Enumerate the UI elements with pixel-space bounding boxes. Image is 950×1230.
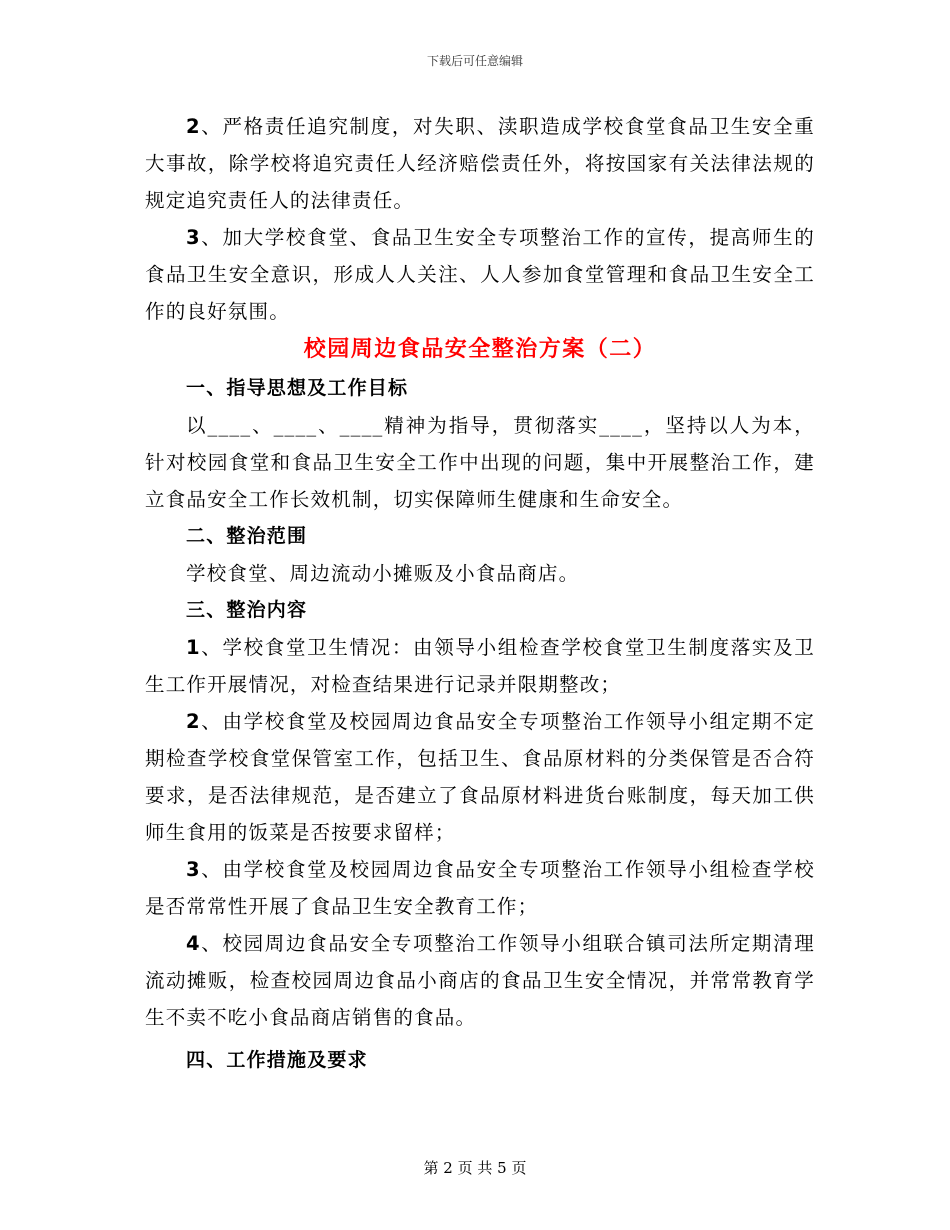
section-2-body: 学校食堂、周边流动小摊贩及小食品商店。 <box>186 562 580 585</box>
page-header-note: 下载后可任意编辑 <box>426 54 523 68</box>
item-number: 2 <box>186 710 201 733</box>
section-heading-3: 三、整治内容 <box>186 599 308 621</box>
item-number: 1 <box>186 636 201 659</box>
section-heading-2: 二、整治范围 <box>186 525 308 547</box>
item-text: 、校园周边食品安全专项整治工作领导小组联合镇司法所定期清理流动摊贩，检查校园周边食品小商店的食品卫生安全情况，并常常教育学生不卖不吃小食品商店销售的食品。 <box>145 932 815 1029</box>
section-heading-1: 一、指导思想及工作目标 <box>186 377 409 399</box>
item-text: 、由学校食堂及校园周边食品安全专项整治工作领导小组定期不定期检查学校食堂保管室工作，包括卫生、食品原材料的分类保管是否合符要求，是否法律规范，是否建立了食品原材料进货台账制度，每天加工供师生食用的饭菜是否按要求留样； <box>145 710 815 844</box>
section-3-item-1 <box>145 629 815 703</box>
item-number: 3 <box>186 858 201 881</box>
item-text: 、由学校食堂及校园周边食品安全专项整治工作领导小组检查学校是否常常性开展了食品卫生安全教育工作； <box>145 858 815 918</box>
section-1-body: 以____、____、____精神为指导，贯彻落实____，坚持以人为本，针对校园食堂和食品卫生安全工作中出现的问题，集中开展整治工作，建立食品安全工作长效机制，切实保障师生健康和生命安全。 <box>145 414 815 511</box>
page-number: 第 2 页 共 5 页 <box>423 1159 527 1177</box>
paragraph-item-2 <box>145 108 815 219</box>
item-number: 3 <box>186 226 201 249</box>
item-text: 、严格责任追究制度，对失职、渎职造成学校食堂食品卫生安全重大事故，除学校将追究责任人经济赔偿责任外，将按国家有关法律法规的规定追究责任人的法律责任。 <box>145 115 815 212</box>
item-text: 、加大学校食堂、食品卫生安全专项整治工作的宣传，提高师生的食品卫生安全意识，形成人人关注、人人参加食堂管理和食品卫生安全工作的良好氛围。 <box>145 226 815 323</box>
document-body <box>145 108 815 1079</box>
item-number: 4 <box>186 932 201 955</box>
section-heading-4: 四、工作措施及要求 <box>186 1049 368 1071</box>
document-title: 校园周边食品安全整治方案（二） <box>303 337 657 362</box>
item-number: 2 <box>186 115 201 138</box>
section-3-item-2 <box>145 703 815 851</box>
section-3-item-3 <box>145 851 815 925</box>
section-3-item-4 <box>145 925 815 1036</box>
item-text: 、学校食堂卫生情况：由领导小组检查学校食堂卫生制度落实及卫生工作开展情况，对检查结果进行记录并限期整改； <box>145 636 815 696</box>
paragraph-item-3 <box>145 219 815 330</box>
